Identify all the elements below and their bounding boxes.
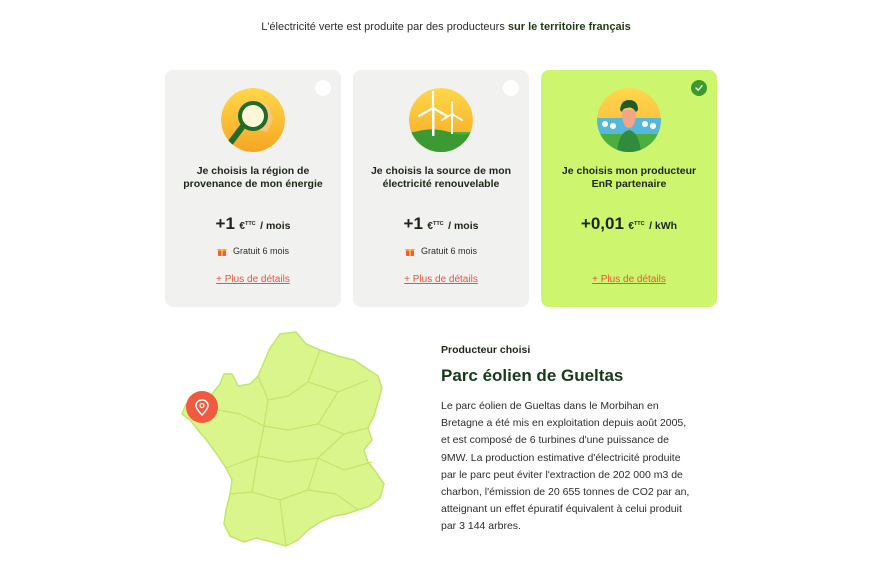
details-link[interactable]: + Plus de détails [216, 274, 290, 285]
option-card-producer[interactable] [541, 70, 717, 307]
details-link[interactable]: + Plus de détails [592, 274, 666, 285]
radio-button-checked[interactable] [691, 80, 707, 96]
magnifier-icon [221, 88, 285, 152]
option-cards [165, 70, 717, 307]
gift-icon [405, 246, 415, 258]
producer-label: Producteur choisi [441, 344, 531, 356]
gift-offer: Gratuit 6 mois [353, 246, 529, 258]
producer-avatar-icon [597, 88, 661, 152]
card-price: +1 €$^{TTC}$ / mois [403, 214, 479, 233]
card-title: Je choisis la source de mon électricité renouvelable [370, 165, 512, 190]
card-title: Je choisis la région de provenance de mon énergie [183, 165, 323, 190]
card-price: +0,01 €$^{TTC}$ / kWh [580, 214, 678, 233]
gift-icon [217, 246, 227, 258]
card-price: +1 €$^{TTC}$ / mois [215, 214, 291, 233]
check-icon [695, 84, 703, 92]
option-card-region[interactable] [165, 70, 341, 307]
radio-button[interactable] [503, 80, 519, 96]
intro-text: L'électricité verte est produite par des producteurs sur le territoire français [261, 21, 631, 33]
france-map [168, 330, 400, 550]
producer-info [441, 344, 691, 536]
gift-offer: Gratuit 6 mois [165, 246, 341, 258]
radio-button[interactable] [315, 80, 331, 96]
wind-turbine-icon [409, 88, 473, 152]
producer-description: Le parc éolien de Gueltas dans le Morbihan en Bretagne a été mis en exploitation depuis août 2005, et est composé de 6 turbines d'une puissance de 9MW. La production estimative d'électricité produite par le parc peut éviter l'extraction de 202 000 m3 de charbon, l'émission de 20 655 tonnes de CO2 par an, atteignant un effet épuratif équivalent à celui produit par 3 144 arbres. [441, 400, 690, 533]
card-title: Je choisis mon producteur EnR partenaire [561, 165, 697, 190]
producer-name: Parc éolien de Gueltas [441, 366, 624, 385]
details-link[interactable]: + Plus de détails [404, 274, 478, 285]
map-pin-icon[interactable] [186, 391, 218, 423]
option-card-source[interactable] [353, 70, 529, 307]
